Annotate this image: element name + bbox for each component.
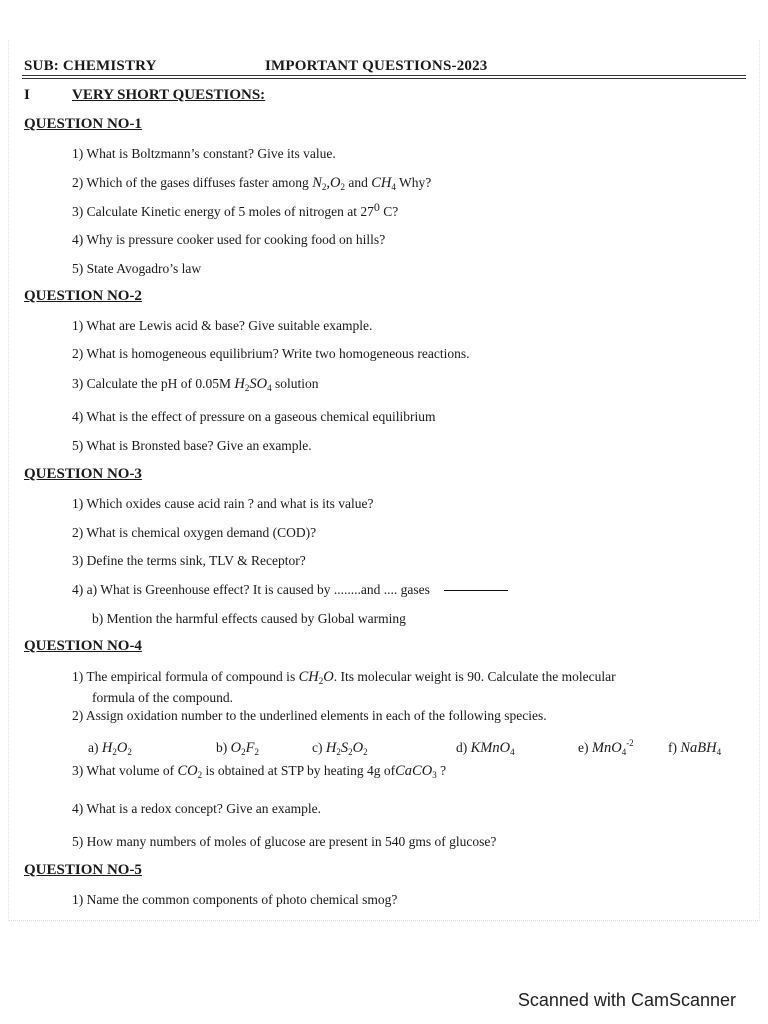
question-heading: QUESTION NO-3 [24, 466, 142, 482]
subject-label: SUB: CHEMISTRY [24, 58, 157, 74]
question-item: 5) How many numbers of moles of glucose are present in 540 gms of glucose? [72, 834, 497, 849]
species-option: f) NaBH$_4$ [668, 740, 722, 757]
question-item: 4) a) What is Greenhouse effect? It is caused by ........and .... gases [72, 582, 508, 598]
question-heading: QUESTION NO-1 [24, 116, 142, 132]
question-item: 1) What are Lewis acid & base? Give suitable example. [72, 318, 373, 333]
question-item: 5) What is Bronsted base? Give an example. [72, 438, 312, 453]
question-item: 1) The empirical formula of compound is $CH_2O$. Its molecular weight is 90. Calculate the molecular [72, 669, 616, 686]
question-heading: QUESTION NO-4 [24, 638, 142, 654]
species-option: c) $H_2S_2O_2$ [312, 740, 368, 757]
question-item: 4) What is a redox concept? Give an example. [72, 801, 322, 816]
header-rule [22, 75, 746, 76]
species-option: a) $H_2O_2$ [88, 740, 132, 757]
question-item: 2) Which of the gases diffuses faster among $N_2,O_2$ and $CH_4$ Why? [72, 175, 432, 192]
question-item: 4) Why is pressure cooker used for cooking food on hills? [72, 232, 386, 247]
question-item: 2) What is homogeneous equilibrium? Write two homogeneous reactions. [72, 346, 470, 361]
question-item: 4) What is the effect of pressure on a gaseous chemical equilibrium [72, 409, 436, 424]
question-item: 3) Calculate Kinetic energy of 5 moles of nitrogen at $27^0$ C? [72, 200, 399, 219]
section-number: I [24, 87, 30, 103]
question-heading: QUESTION NO-2 [24, 288, 142, 304]
question-item: 1) Which oxides cause acid rain ? and what is its value? [72, 496, 374, 511]
question-item: 2) Assign oxidation number to the underlined elements in each of the following species. [72, 708, 547, 723]
section-title: VERY SHORT QUESTIONS: [72, 87, 266, 103]
question-heading: QUESTION NO-5 [24, 862, 142, 878]
question-item: 1) What is Boltzmann’s constant? Give its value. [72, 146, 336, 161]
document-title: IMPORTANT QUESTIONS-2023 [265, 58, 488, 74]
species-option: d) KMnO$_4$ [456, 740, 515, 757]
scanner-watermark: Scanned with CamScanner [517, 990, 736, 1010]
question-item: 3) Calculate the pH of 0.05M $H_2SO_4$ solution [72, 376, 319, 393]
answer-blank-line [444, 590, 508, 591]
species-option: e) MnO$_4^{-2}$ [578, 738, 634, 757]
header-rule-double [22, 78, 746, 79]
question-item: 3) What volume of $CO_2$ is obtained at STP by heating 4g ofCaCO$_3$ ? [72, 763, 447, 780]
question-item: 2) What is chemical oxygen demand (COD)? [72, 525, 317, 540]
question-item: 1) Name the common components of photo chemical smog? [72, 892, 398, 907]
species-option: b) $O_2F_2$ [216, 740, 259, 757]
question-item: 5) State Avogadro’s law [72, 261, 202, 276]
question-item: 3) Define the terms sink, TLV & Receptor? [72, 553, 306, 568]
question-item-continuation: formula of the compound. [92, 690, 233, 705]
question-subitem: b) Mention the harmful effects caused by Global warming [92, 611, 406, 626]
